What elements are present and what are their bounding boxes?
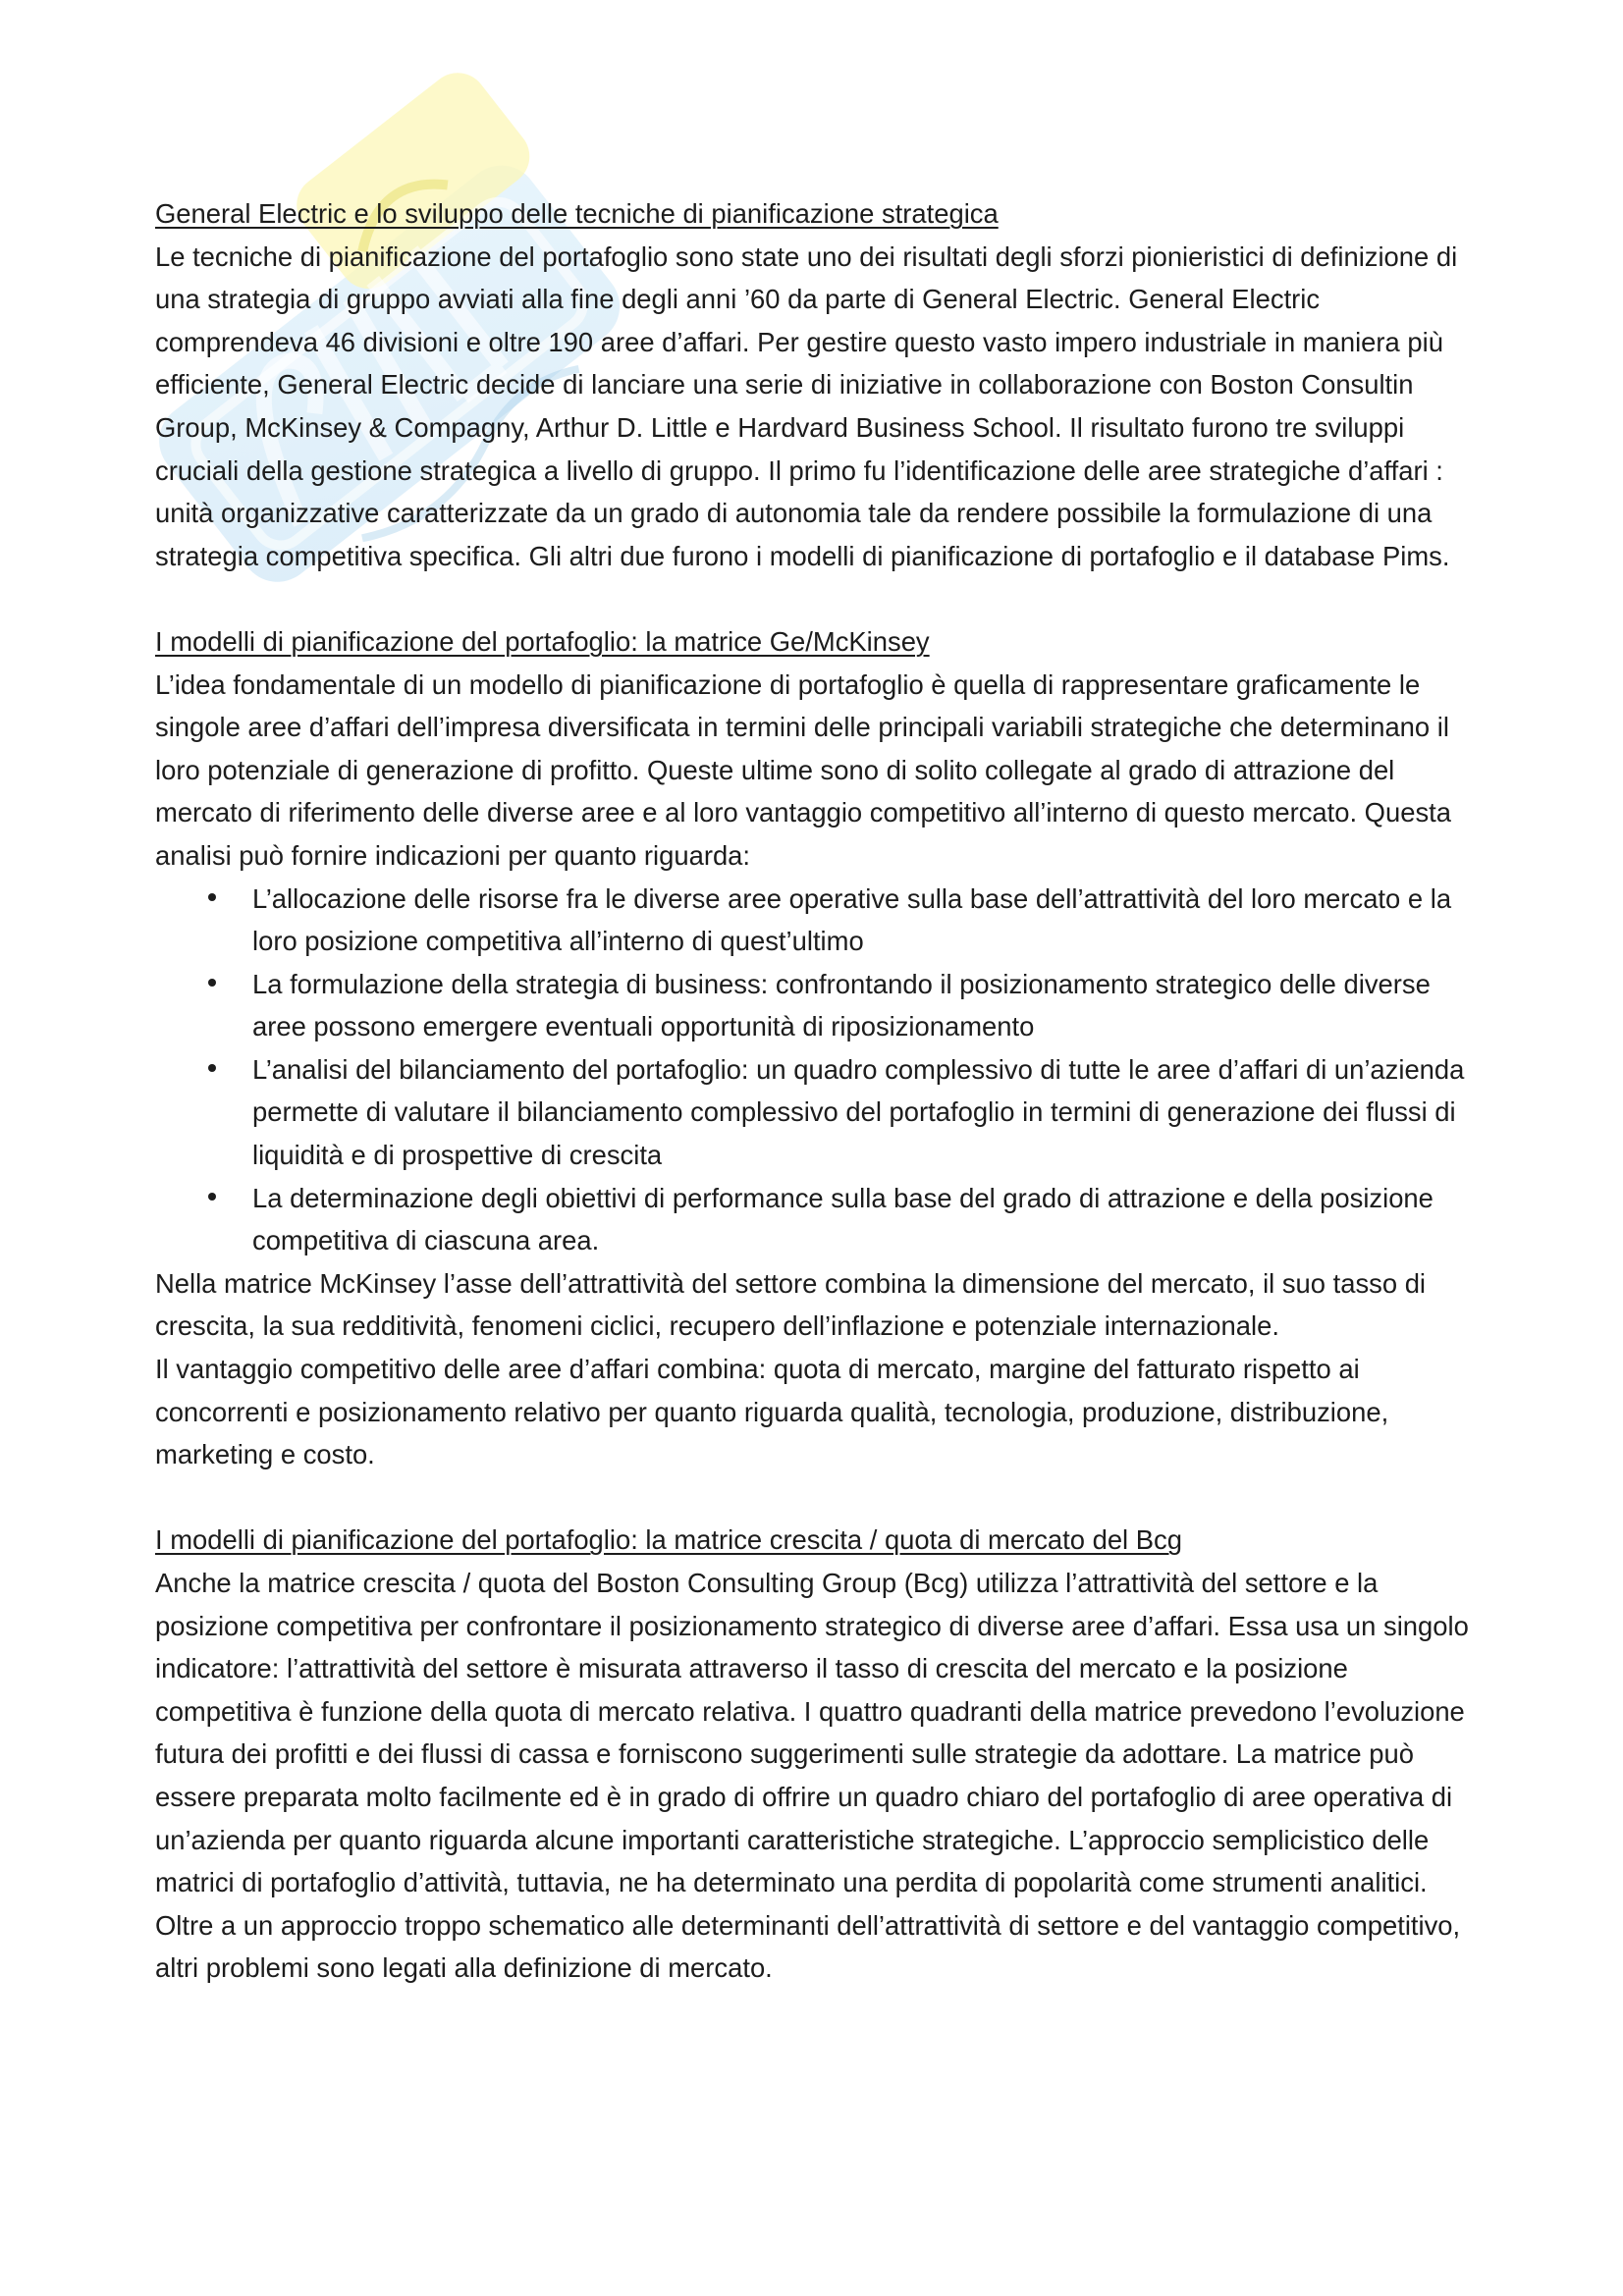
- spacer: [155, 577, 1476, 620]
- document-body: [155, 192, 1476, 1990]
- list-item-text: La formulazione della strategia di business: confrontando il posizionamento strategico delle diverse aree possono emergere eventuali opportunità di riposizionamento: [252, 968, 1431, 1042]
- paragraph: L’idea fondamentale di un modello di pianificazione di portafoglio è quella di rappresentare graficamente le singole aree d’affari dell’impresa diversificata in termini delle principali variabili strategiche che determinano il loro potenziale di generazione di profitto. Queste ultime sono di solito collegate al grado di attrazione del mercato di riferimento delle diverse aree e al loro vantaggio competitivo all’interno di questo mercato. Questa analisi può fornire indicazioni per quanto riguarda:: [155, 668, 1451, 871]
- list-item: [155, 1048, 1476, 1177]
- section-heading: I modelli di pianificazione del portafoglio: la matrice Ge/McKinsey: [155, 625, 930, 657]
- paragraph: Anche la matrice crescita / quota del Boston Consulting Group (Bcg) utilizza l’attrattività del settore e la posizione competitiva per confrontare il posizionamento strategico di diverse aree d’affari. Essa usa un singolo indicatore: l’attrattività del settore è misurata attraverso il tasso di crescita del mercato e la posizione competitiva è funzione della quota di mercato relativa. I quattro quadranti della matrice prevedono l’evoluzione futura dei profitti e dei flussi di cassa e forniscono suggerimenti sulle strategie da adottare. La matrice può essere preparata molto facilmente ed è in grado di offrire un quadro chiaro del portafoglio di aree operativa di un’azienda per quanto riguarda alcune importanti caratteristiche strategiche. L’approccio semplicistico delle matrici di portafoglio d’attività, tuttavia, ne ha determinato una perdita di popolarità come strumenti analitici. Oltre a un approccio troppo schematico alle determinanti dell’attrattività di settore e del vantaggio competitivo, altri problemi sono legati alla definizione di mercato.: [155, 1568, 1469, 1984]
- section-heading: I modelli di pianificazione del portafoglio: la matrice crescita / quota di mercato del Bcg: [155, 1524, 1182, 1556]
- bullet-list: [155, 878, 1476, 1262]
- list-item: [155, 878, 1476, 963]
- bullet-icon: [208, 1193, 216, 1201]
- list-item-text: L’analisi del bilanciamento del portafoglio: un quadro complessivo di tutte le aree d’affari di un’azienda permette di valutare il bilanciamento complessivo del portafoglio in termini di generazione dei flussi di liquidità e di prospettive di crescita: [252, 1053, 1465, 1171]
- bullet-icon: [208, 1064, 216, 1072]
- bullet-icon: [208, 979, 216, 987]
- list-item: [155, 963, 1476, 1048]
- section-matrice-bcg: [155, 1519, 1476, 1990]
- paragraph: Nella matrice McKinsey l’asse dell’attrattività del settore combina la dimensione del mercato, il suo tasso di crescita, la sua redditività, fenomeni ciclici, recupero dell’inflazione e potenziale internazionale.: [155, 1267, 1427, 1342]
- list-item-text: L’allocazione delle risorse fra le diverse aree operative sulla base dell’attrattività del loro mercato e la loro posizione competitiva all’interno di quest’ultimo: [252, 882, 1452, 957]
- list-item-text: La determinazione degli obiettivi di performance sulla base del grado di attrazione e della posizione competitiva di ciascuna area.: [252, 1182, 1434, 1256]
- paragraph: Il vantaggio competitivo delle aree d’affari combina: quota di mercato, margine del fatturato rispetto ai concorrenti e posizionamento relativo per quanto riguarda qualità, tecnologia, produzione, distribuzione, marketing e costo.: [155, 1354, 1389, 1470]
- spacer: [155, 1476, 1476, 1520]
- bullet-icon: [208, 893, 216, 901]
- section-heading: General Electric e lo sviluppo delle tecniche di pianificazione strategica: [155, 198, 999, 229]
- paragraph: Le tecniche di pianificazione del portafoglio sono state uno dei risultati degli sforzi pionieristici di definizione di una strategia di gruppo avviati alla fine degli anni ’60 da parte di General Electric. General Electric comprendeva 46 divisioni e oltre 190 aree d’affari. Per gestire questo vasto impero industriale in maniera più efficiente, General Electric decide di lanciare una serie di iniziative in collaborazione con Boston Consultin Group, McKinsey & Compagny, Arthur D. Little e Hardvard Business School. Il risultato furono tre sviluppi cruciali della gestione strategica a livello di gruppo. Il primo fu l’identificazione delle aree strategiche d’affari : unità organizzative caratterizzate da un grado di autonomia tale da rendere possibile la formulazione di una strategia competitiva specifica. Gli altri due furono i modelli di pianificazione di portafoglio e il database Pims.: [155, 240, 1458, 571]
- section-matrice-ge-mckinsey: [155, 620, 1476, 1476]
- section-general-electric: [155, 192, 1476, 577]
- list-item: [155, 1177, 1476, 1262]
